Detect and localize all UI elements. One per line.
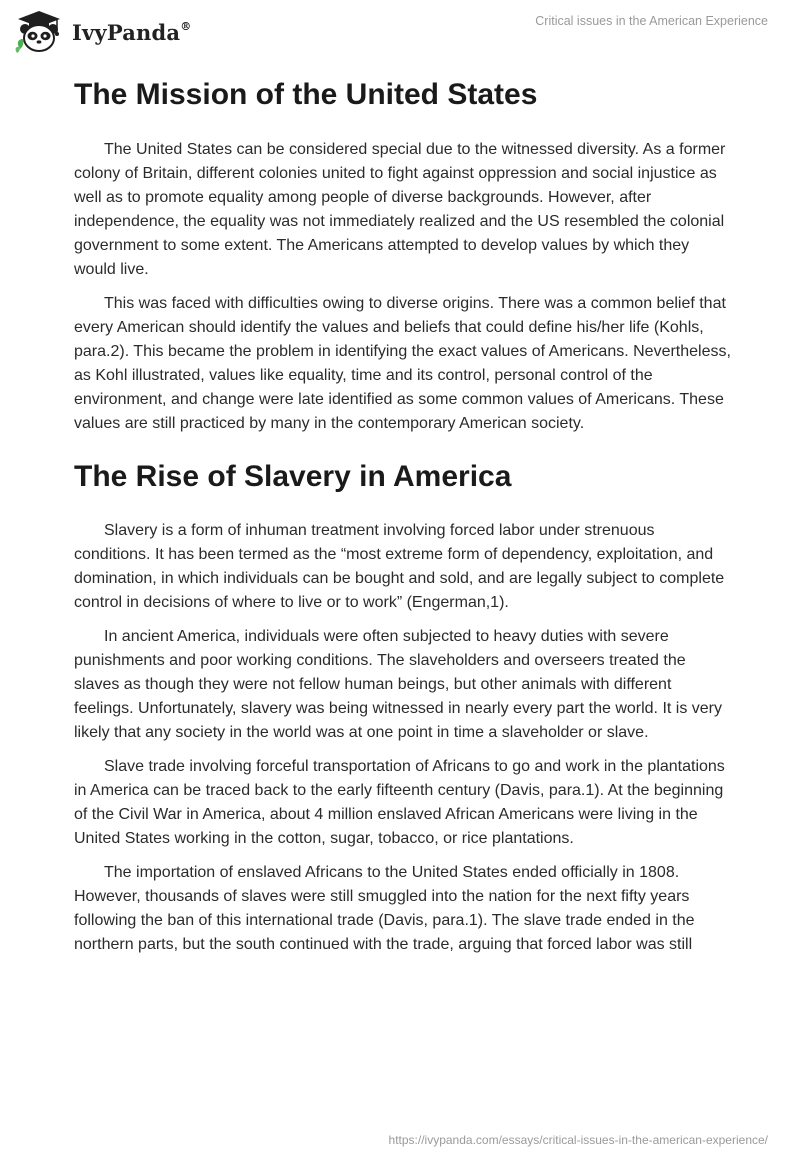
section-heading: The Rise of Slavery in America (74, 460, 512, 493)
panda-graduate-icon (14, 9, 64, 55)
paragraph: This was faced with difficulties owing to diverse origins. There was a common belief that every American should identify the values and beliefs that could define his/her life (Kohls, para.2). This became the problem in identifying the exact values of Americans. Nevertheless, as Kohl illustrated, values like equality, time and its control, personal control of the environment, and change were late identified as some common values of Americans. These values are still practiced by many in the contemporary American society. (74, 295, 731, 432)
document-title: Critical issues in the American Experience (535, 14, 768, 28)
article-body (74, 70, 734, 957)
paragraph: In ancient America, individuals were often subjected to heavy duties with severe punishments and poor working conditions. The slaveholders and overseers treated the slaves as though they were not fellow human beings, but other animals with different feelings. Unfortunately, slavery was being witnessed in nearly every part the world. It is very likely that any society in the world was at one point in time a slaveholder or slave. (74, 628, 722, 741)
paragraph: Slavery is a form of inhuman treatment involving forced labor under strenuous conditions. It has been termed as the “most extreme form of dependency, exploitation, and domination, in which individuals can be bought and sold, and are legally subject to complete control in decisions of where to live or to work” (Engerman,1). (74, 522, 725, 611)
paragraph: Slave trade involving forceful transportation of Africans to go and work in the plantations in America can be traced back to the early fifteenth century (Davis, para.1). At the beginning of the Civil War in America, about 4 million enslaved African Americans were living in the United States working in the cotton, sugar, tobacco, or rice plantations. (74, 758, 725, 847)
brand-name: IvyPanda® (72, 19, 192, 45)
paragraph: The United States can be considered special due to the witnessed diversity. As a former colony of Britain, different colonies united to fight against oppression and social injustice as well as to promote equality among people of diverse backgrounds. However, after independence, the equality was not immediately realized and the US resembled the colonial government to some extent. The Americans attempted to develop values by which they would live. (74, 141, 726, 278)
paragraph: The importation of enslaved Africans to the United States ended officially in 1808. However, thousands of slaves were still smuggled into the nation for the next fifty years following the ban of this international trade (Davis, para.1). The slave trade ended in the northern parts, but the south continued with the trade, arguing that forced labor was still (74, 864, 695, 953)
section-heading: The Mission of the United States (74, 78, 538, 111)
page-header (0, 0, 800, 62)
source-url-link[interactable]: https://ivypanda.com/essays/critical-issues-in-the-american-experience/ (388, 1133, 768, 1147)
brand-logo[interactable] (14, 9, 191, 55)
